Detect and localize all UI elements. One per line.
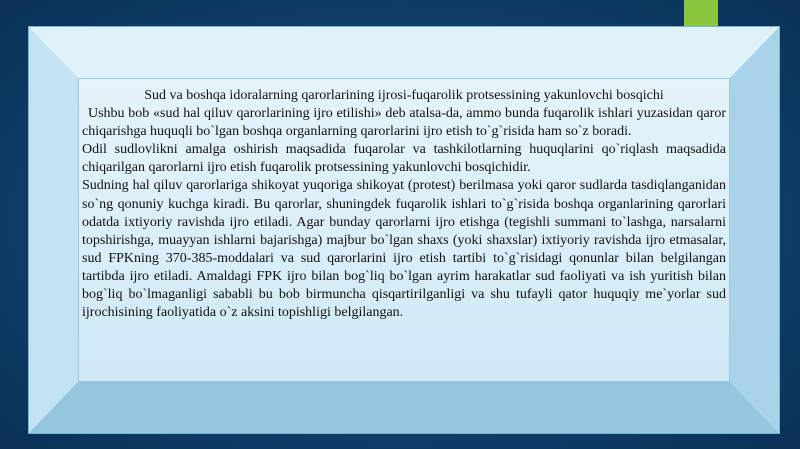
- bevel-left: [28, 26, 78, 434]
- paragraph: Ushbu bob «sud hal qiluv qarorlarining ijro etilishi» deb atalsa-da, ammo bunda fuqarolik ishlari yuzasidan qaror chiqarishga huquqli bo`lgan boshqa organlarning qarorlarini ijro etish to`g`risida ham so`z boradi.: [82, 106, 726, 140]
- bevel-right: [730, 26, 780, 434]
- bevel-top: [28, 26, 780, 78]
- paragraph: Sudning hal qiluv qarorlariga shikoyat yuqoriga shikoyat (protest) berilmasa yoki qaror sudlarda tasdiqlanganidan so`ng qonuniy kuchga kiradi. Bu qarorlar, shuningdek fuqarolik ishlari to`g`risida boshqa organlarining qarorlari odatda ixtiyoriy ravishda ijro etiladi. Agar bunday qarorlarni ijro etishga (tegishli summani to`lashga, narsalarni topshirishga, muayyan ishlarni bajarishga) majbur bo`lgan shaxs (yoki shaxslar) ixtiyoriy ravishda ijro etmasalar, sud FPKning 370-385-moddalari va sud qarorlarini ijro etish tartibi to`g`risidagi qonunlar bilan belgilangan tartibda ijro etiladi. Amaldagi FPK ijro bilan bog`liq bo`lgan ayrim harakatlar sud faoliyati va ish yuritish bilan bog`liq bo`lmaganligi sababli bu bob birmuncha qisqartirilganligi va shu tufayli qator huquqiy me`yorlar sud ijrochisining faoliyatida o`z aksini topishligi belgilangan.: [82, 178, 726, 321]
- document-text: [82, 87, 726, 322]
- bevel-bottom: [28, 382, 780, 434]
- paragraph: Odil sudlovlikni amalga oshirish maqsadida fuqarolar va tashkilotlarning huquqlarini qo`riqlash maqsadida chiqarilgan qarorlarni ijro etish fuqarolik protsessining yakunlovchi bosqichidir.: [82, 142, 726, 176]
- document-title: Sud va boshqa idoralarning qarorlarining ijrosi-fuqarolik protsessining yakunlovchi bosqichi: [144, 88, 664, 103]
- accent-tab: [684, 0, 718, 26]
